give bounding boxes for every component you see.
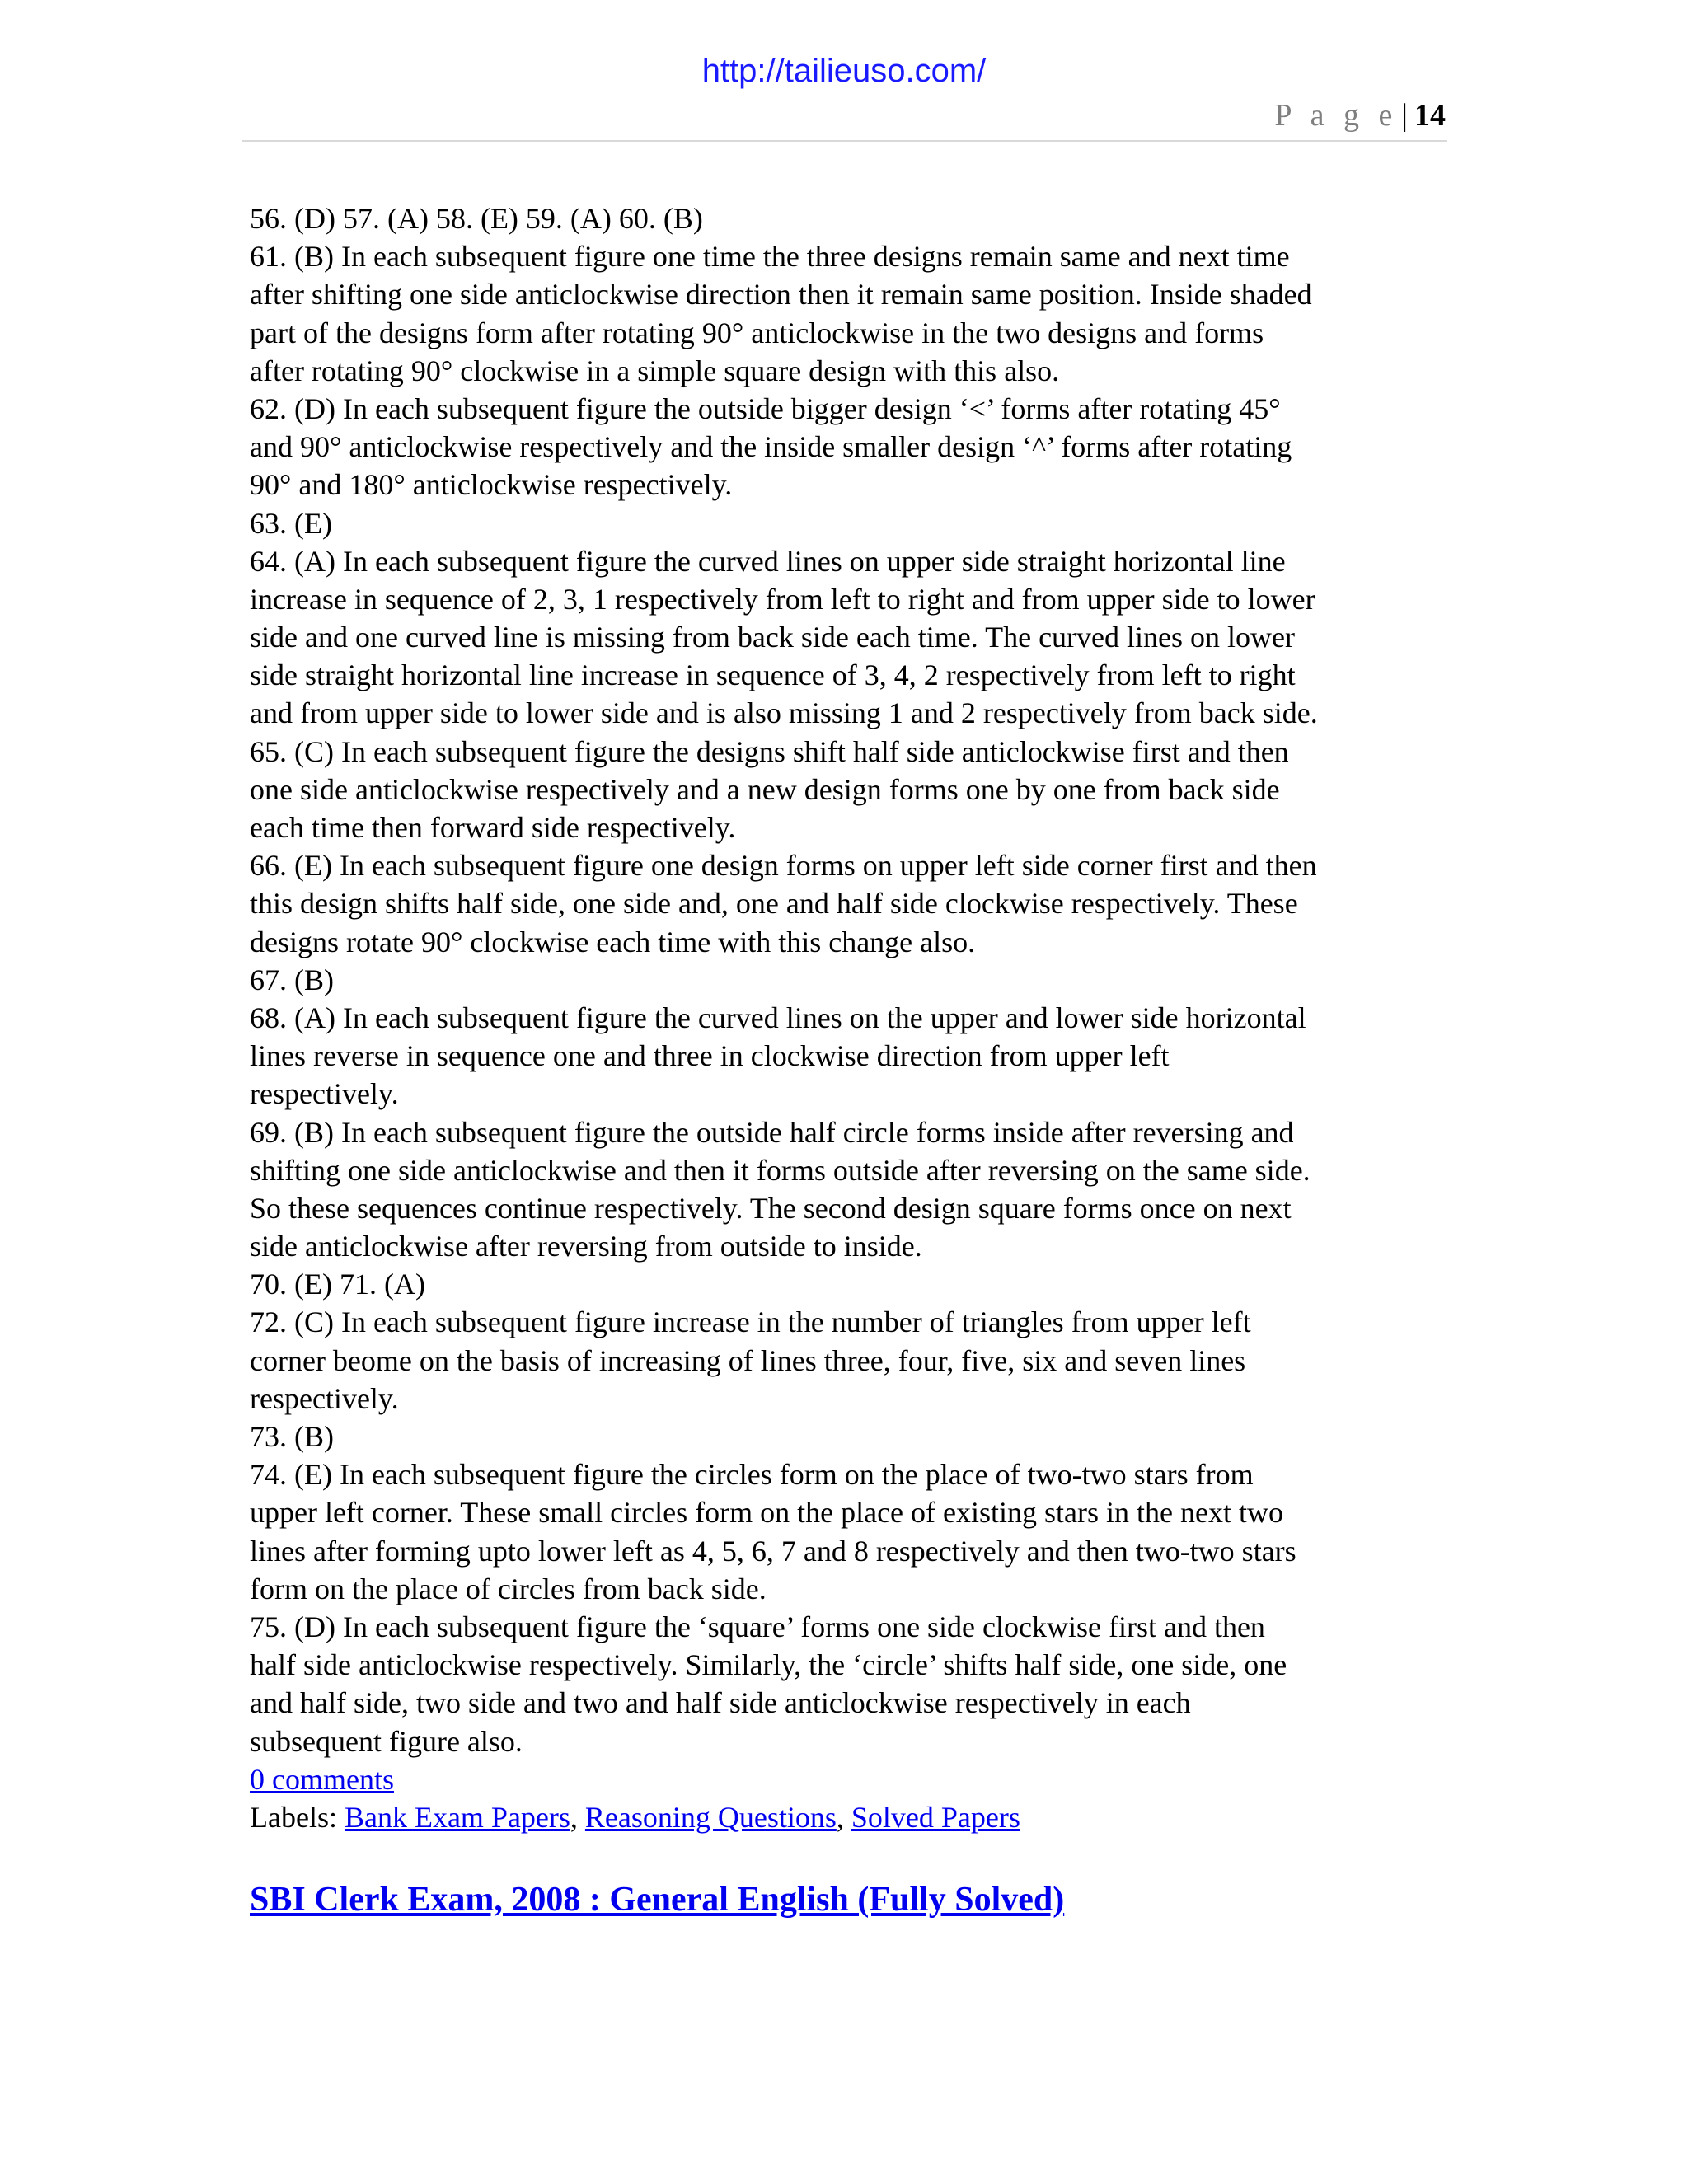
page-number-header [1274, 97, 1446, 134]
text-line: 65. (C) In each subsequent figure the designs shift half side anticlockwise first and then [250, 734, 1289, 768]
label-link-reasoning-questions[interactable]: Reasoning Questions [584, 1800, 837, 1834]
text-line: each time then forward side respectively. [250, 811, 736, 844]
text-line: 70. (E) 71. (A) [250, 1268, 425, 1301]
text-line: So these sequences continue respectively. The second design square forms once on next [250, 1191, 1292, 1225]
label-separator: , [570, 1800, 578, 1834]
text-line: 63. (E) [250, 506, 332, 540]
next-post-title-link[interactable]: SBI Clerk Exam, 2008 : General English (Fully Solved) [250, 1881, 1065, 1919]
text-line: designs rotate 90° clockwise each time with this change also. [250, 925, 976, 958]
page-separator: | [1401, 98, 1408, 133]
text-line: 90° and 180° anticlockwise respectively. [250, 468, 733, 502]
text-line: half side anticlockwise respectively. Similarly, the ‘circle’ shifts half side, one side, one [250, 1648, 1287, 1682]
text-line: 67. (B) [250, 963, 334, 996]
text-line: and 90° anticlockwise respectively and the inside smaller design ‘^’ forms after rotating [250, 430, 1292, 464]
text-line: increase in sequence of 2, 3, 1 respectively from left to right and from upper side to lower [250, 582, 1315, 616]
labels-line [250, 1798, 1453, 1836]
text-line: after shifting one side anticlockwise direction then it remain same position. Inside shaded [250, 278, 1312, 312]
text-line: 74. (E) In each subsequent figure the circles form on the place of two-two stars from [250, 1458, 1254, 1492]
text-line: 56. (D) 57. (A) 58. (E) 59. (A) 60. (B) [250, 202, 703, 235]
text-line: part of the designs form after rotating 90° anticlockwise in the two designs and forms [250, 316, 1264, 349]
text-line: 69. (B) In each subsequent figure the outside half circle forms inside after reversing and [250, 1115, 1294, 1149]
text-line: lines after forming upto lower left as 4, 5, 6, 7 and 8 respectively and then two-two stars [250, 1534, 1296, 1568]
text-line: form on the place of circles from back side. [250, 1572, 767, 1605]
text-line: side straight horizontal line increase in sequence of 3, 4, 2 respectively from left to right [250, 658, 1296, 692]
text-line: this design shifts half side, one side and, one and half side clockwise respectively. These [250, 887, 1298, 921]
text-line: side anticlockwise after reversing from outside to inside. [250, 1230, 922, 1263]
text-line: and half side, two side and two and half side anticlockwise respectively in each [250, 1686, 1191, 1720]
answer-explanations [250, 199, 1453, 1836]
labels-prefix: Labels: [250, 1800, 337, 1834]
text-line: 68. (A) In each subsequent figure the curved lines on the upper and lower side horizontal [250, 1001, 1306, 1034]
text-line: upper left corner. These small circles form on the place of existing stars in the next two [250, 1496, 1283, 1530]
text-line: 72. (C) In each subsequent figure increase in the number of triangles from upper left [250, 1305, 1251, 1339]
label-link-solved-papers[interactable]: Solved Papers [851, 1800, 1020, 1834]
text-line: side and one curved line is missing from back side each time. The curved lines on lower [250, 621, 1295, 654]
text-line: 64. (A) In each subsequent figure the curved lines on upper side straight horizontal line [250, 544, 1286, 578]
text-line: and from upper side to lower side and is also missing 1 and 2 respectively from back side. [250, 696, 1318, 730]
text-line: respectively. [250, 1381, 399, 1415]
text-line: one side anticlockwise respectively and a new design forms one by one from back side [250, 772, 1280, 806]
page-number: 14 [1414, 98, 1446, 133]
text-line: lines reverse in sequence one and three in clockwise direction from upper left [250, 1039, 1170, 1073]
page-label: P a g e [1274, 98, 1399, 133]
text-line: respectively. [250, 1077, 399, 1111]
text-line: corner beome on the basis of increasing of lines three, four, five, six and seven lines [250, 1343, 1246, 1377]
text-line: shifting one side anticlockwise and then it forms outside after reversing on the same side. [250, 1153, 1311, 1187]
text-line: 66. (E) In each subsequent figure one design forms on upper left side corner first and then [250, 849, 1317, 883]
comments-line [250, 1760, 1453, 1798]
text-line: 73. (B) [250, 1420, 334, 1453]
site-url-link[interactable]: http://tailieuso.com/ [701, 53, 987, 89]
header-divider [242, 140, 1447, 142]
label-link-bank-exam-papers[interactable]: Bank Exam Papers [344, 1800, 570, 1834]
text-line: 61. (B) In each subsequent figure one time the three designs remain same and next time [250, 240, 1290, 274]
text-line: 75. (D) In each subsequent figure the ‘square’ forms one side clockwise first and then [250, 1610, 1265, 1643]
comments-link[interactable]: 0 comments [250, 1762, 394, 1796]
label-separator: , [836, 1800, 844, 1834]
text-line: after rotating 90° clockwise in a simple square design with this also. [250, 354, 1060, 387]
text-line: 62. (D) In each subsequent figure the outside bigger design ‘<’ forms after rotating 45° [250, 391, 1281, 425]
text-line: subsequent figure also. [250, 1724, 523, 1758]
